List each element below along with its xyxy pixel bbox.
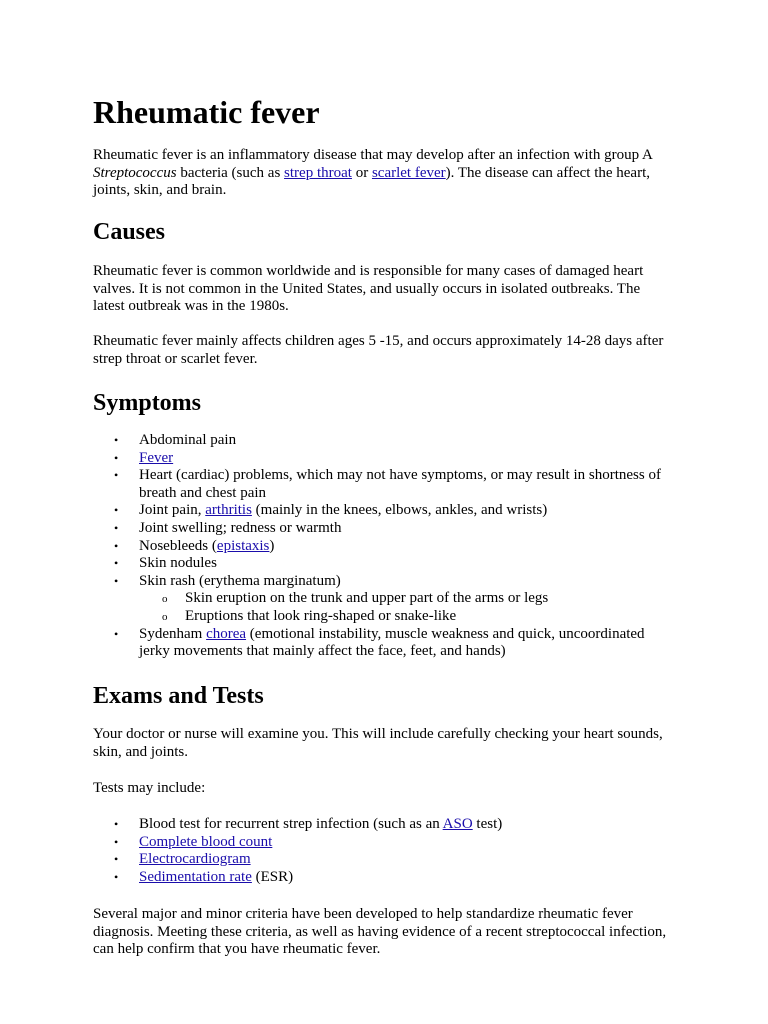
- rash-detail-trunk: Skin eruption on the trunk and upper part of the arms or legs: [185, 590, 549, 607]
- exams-paragraph-3: Several major and minor criteria have been developed to help standardize rheumatic fever diagnosis. Meeting these criteria, as well as having evidence of a recent streptococcal infection, can help confirm that you have rheumatic fever.: [93, 906, 667, 958]
- causes-heading: Causes: [93, 219, 166, 245]
- aso-link[interactable]: ASO: [442, 816, 473, 832]
- exams-paragraph-2: Tests may include:: [93, 780, 206, 796]
- intro-text-3: or: [351, 164, 372, 181]
- symptom-nosebleeds-pre: Nosebleeds (: [139, 537, 217, 554]
- symptom-joint-swelling: Joint swelling; redness or warmth: [139, 519, 342, 536]
- symptoms-list: [93, 432, 673, 661]
- symptom-sydenham-post: (emotional instability, muscle weakness and quick, uncoordinated jerky movements that mainly affect the face, feet, and hands): [139, 625, 645, 660]
- list-item: [139, 590, 673, 608]
- strep-throat-link[interactable]: strep throat: [284, 164, 352, 181]
- test-sedimentation-post: (ESR): [251, 868, 294, 885]
- fever-link[interactable]: Fever: [139, 449, 174, 466]
- list-item: [93, 520, 673, 538]
- causes-paragraph-1: Rheumatic fever is common worldwide and is responsible for many cases of damaged heart valves. It is not common in the United States, and usually occurs in isolated outbreaks. The latest outbreak was in the 1980s.: [93, 263, 644, 315]
- test-blood-post: test): [472, 816, 503, 832]
- list-item: [93, 450, 673, 468]
- causes-paragraph-2: Rheumatic fever mainly affects children ages 5 -15, and occurs approximately 14-28 days after strep throat or scarlet fever.: [93, 333, 664, 367]
- symptom-heart-problems: Heart (cardiac) problems, which may not have symptoms, or may result in shortness of breath and chest pain: [139, 467, 661, 501]
- page-title: Rheumatic fever: [93, 94, 320, 130]
- complete-blood-count-link[interactable]: Complete blood count: [139, 833, 273, 850]
- exams-heading: Exams and Tests: [93, 683, 264, 709]
- list-item: [93, 538, 673, 556]
- list-item: [93, 432, 673, 450]
- list-item: [93, 834, 673, 852]
- rash-detail-ring-shaped: Eruptions that look ring-shaped or snake-like: [185, 607, 457, 624]
- list-item: [93, 573, 673, 626]
- symptom-abdominal-pain: Abdominal pain: [139, 432, 237, 448]
- list-item: [93, 555, 673, 573]
- list-item: [93, 467, 673, 502]
- symptom-skin-nodules: Skin nodules: [139, 555, 217, 572]
- exams-paragraph-1: Your doctor or nurse will examine you. This will include carefully checking your heart sounds, skin, and joints.: [93, 726, 663, 760]
- list-item: [93, 502, 673, 520]
- list-item: [93, 816, 673, 834]
- intro-text-4: ). The disease can affect the heart, joints, skin, and brain.: [93, 164, 650, 199]
- intro-text-1: Rheumatic fever is an inflammatory disease that may develop after an infection with group A: [93, 147, 652, 163]
- epistaxis-link[interactable]: epistaxis: [216, 537, 270, 554]
- intro-paragraph: [93, 147, 673, 200]
- symptoms-heading: Symptoms: [93, 390, 202, 416]
- tests-list: [93, 816, 673, 886]
- test-blood-pre: Blood test for recurrent strep infection (such as an: [139, 816, 443, 832]
- scarlet-fever-link[interactable]: scarlet fever: [371, 164, 446, 181]
- chorea-link[interactable]: chorea: [206, 625, 247, 642]
- sedimentation-rate-link[interactable]: Sedimentation rate: [139, 868, 252, 885]
- symptom-sydenham-pre: Sydenham: [139, 625, 207, 642]
- list-item: [93, 626, 673, 661]
- intro-italic-streptococcus: Streptococcus: [93, 164, 177, 181]
- electrocardiogram-link[interactable]: Electrocardiogram: [139, 851, 251, 868]
- list-item: [93, 851, 673, 869]
- list-item: [93, 869, 673, 887]
- symptom-joint-pain-post: (mainly in the knees, elbows, ankles, and wrists): [251, 502, 548, 519]
- symptom-joint-pain-pre: Joint pain,: [139, 502, 206, 519]
- list-item: [139, 608, 673, 626]
- symptom-nosebleeds-post: ): [269, 537, 275, 554]
- arthritis-link[interactable]: arthritis: [205, 502, 252, 519]
- skin-rash-sublist: [139, 590, 673, 625]
- symptom-skin-rash: Skin rash (erythema marginatum): [139, 572, 341, 589]
- intro-text-2: bacteria (such as: [176, 164, 285, 181]
